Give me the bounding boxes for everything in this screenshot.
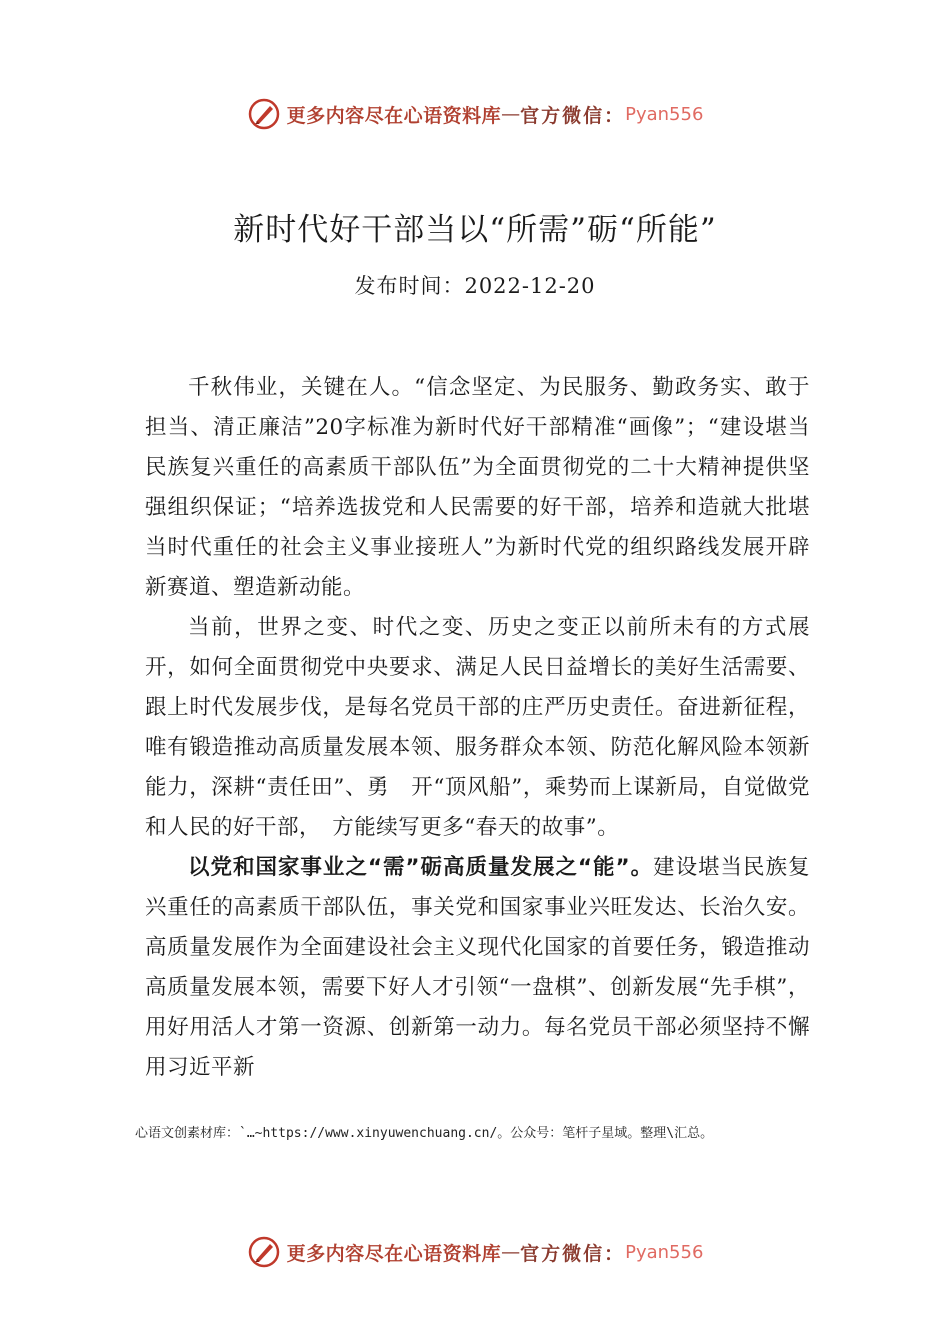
banner-dash: — (501, 103, 521, 125)
paragraph-lead: 以党和国家事业之“需”砺高质量发展之“能”。 (188, 855, 654, 880)
banner-wechat-id: Pyan556 (625, 1241, 704, 1263)
banner-dash: — (501, 1241, 521, 1263)
article-title: 新时代好干部当以“所需”砺“所能” (233, 212, 717, 248)
banner-wechat-id: Pyan556 (625, 103, 704, 125)
banner-wechat-label: 官方微信： (520, 1242, 626, 1265)
brush-logo-icon (247, 97, 281, 131)
paragraph: 千秋伟业，关键在人。“信念坚定、为民服务、勤政务实、敢于担当、清正廉洁”20字标准为新时代好干部精准“画像”；“建设堪当民族复兴重任的高素质干部队伍”为全面贯彻党的二十大精神提供坚强组织保证；“培养选拔党和人民需要的好干部，培养和造就大批堪当时代重任的社会主义事业接班人”为新时代党的组织路线发展开辟新赛道、塑造新动能。 (145, 375, 810, 600)
header-banner (0, 94, 950, 134)
paragraph-rest: 建设堪当民族复兴重任的高素质干部队伍，事关党和国家事业兴旺发达、长治久安。高质量发展作为全面建设社会主义现代化国家的首要任务，锻造推动高质量发展本领，需要下好人才引领“一盘棋”、创新发展“先手棋”，用好用活人才第一资源、创新第一动力。每名党员干部必须坚持不懈用习近平新 (145, 855, 810, 1080)
banner-text: 更多内容尽在心语资料库 (286, 104, 502, 127)
paragraph: 当前，世界之变、时代之变、历史之变正以前所未有的方式展开，如何全面贯彻党中央要求、满足人民日益增长的美好生活需要、跟上时代发展步伐，是每名党员干部的庄严历史责任。奋进新征程，唯有锻造推动高质量发展本领、服务群众本领、防范化解风险本领新能力，深耕“责任田”、勇 开“顶风船”，乘势而上谋新局，自觉做党和人民的好干部， 方能续写更多“春天的故事”。 (145, 615, 810, 840)
footer-banner (0, 1232, 950, 1272)
banner-wechat-label: 官方微信： (520, 104, 626, 127)
brush-logo-icon (247, 1235, 281, 1269)
banner-text: 更多内容尽在心语资料库 (286, 1242, 502, 1265)
article-body (145, 368, 810, 1088)
paragraph (145, 848, 810, 1088)
publish-date: 发布时间：2022-12-20 (354, 274, 596, 298)
source-footer: 心语文创素材库：`…~https://www.xinyuwenchuang.cn/。公众号：笔杆子星域。整理\汇总。 (135, 1126, 714, 1141)
